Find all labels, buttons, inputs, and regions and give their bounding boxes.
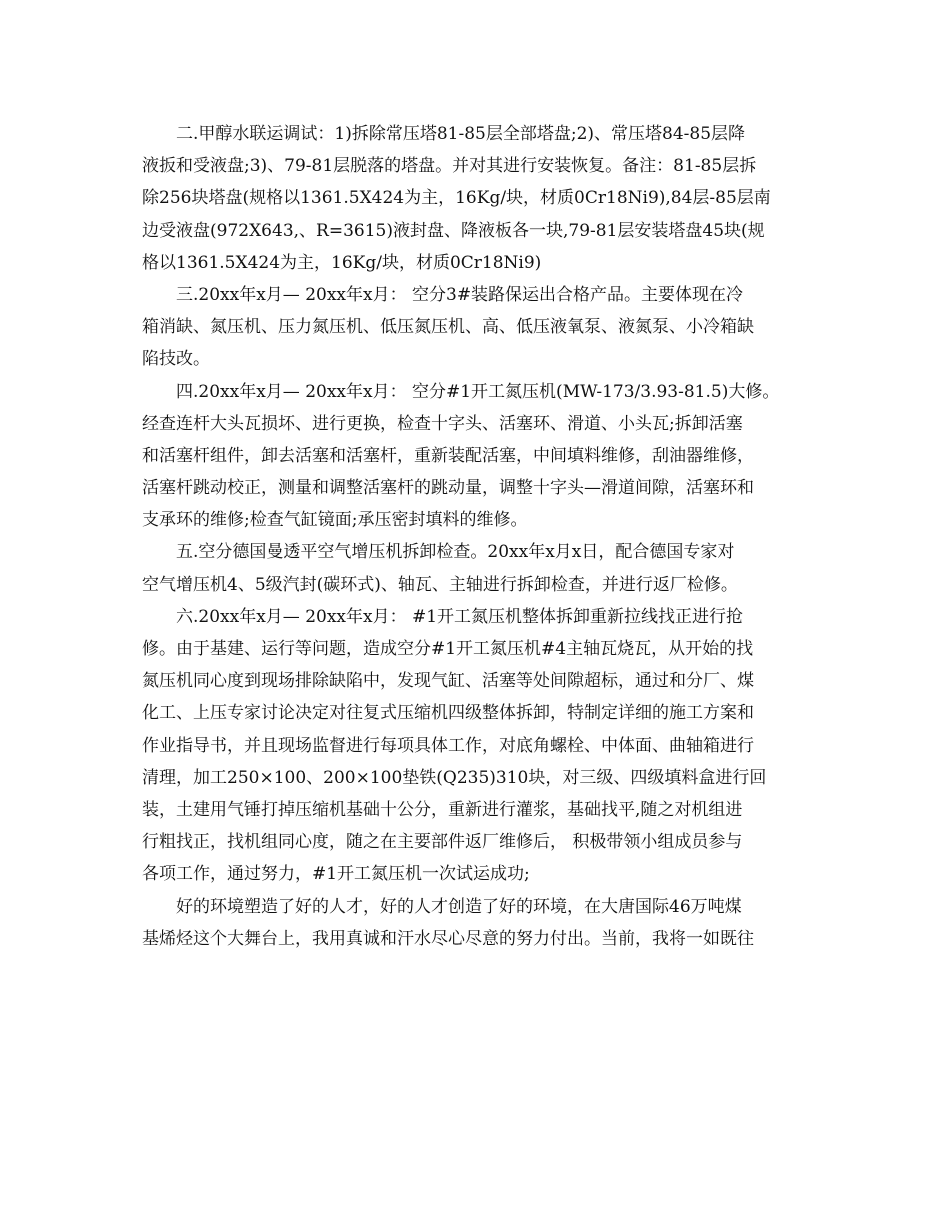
paragraph-line: 修。由于基建、运行等问题，造成空分#1开工氮压机#4主轴瓦烧瓦，从开始的找 xyxy=(142,639,754,659)
paragraph-line: 支承环的维修;检查气缸镜面;承压密封填料的维修。 xyxy=(142,510,528,531)
paragraph-line: 氮压机同心度到现场排除缺陷中，发现气缸、活塞等处间隙超标，通过和分厂、煤 xyxy=(142,671,754,692)
paragraph-line: 边受液盘(972X643,、R=3615)液封盘、降液板各一块,79-81层安装塔盘45块(规 xyxy=(142,220,765,241)
paragraph-line: 除256块塔盘(规格以1361.5X424为主，16Kg/块，材质0Cr18Ni9),84层-85层南 xyxy=(142,188,771,209)
paragraph-line: 各项工作，通过努力，#1开工氮压机一次试运成功; xyxy=(142,864,530,885)
paragraph-line: 化工、上压专家讨论决定对往复式压缩机四级整体拆卸，特制定详细的施工方案和 xyxy=(142,703,754,724)
paragraph-4-overhaul xyxy=(142,376,822,537)
paragraph-line: 箱消缺、氮压机、压力氮压机、低压氮压机、高、低压液氧泵、液氮泵、小冷箱缺 xyxy=(142,317,754,338)
paragraph-line: 作业指导书，并且现场监督进行每项具体工作，对底角螺栓、中体面、曲轴箱进行 xyxy=(142,735,754,756)
paragraph-line: 三.20xx年x月— 20xx年x月： 空分3#装路保运出合格产品。主要体现在冷 xyxy=(176,284,744,305)
paragraph-line: 经查连杆大头瓦损坏、进行更换，检查十字头、活塞环、滑道、小头瓦;拆卸活塞 xyxy=(142,413,743,434)
paragraph-line: 六.20xx年x月— 20xx年x月： #1开工氮压机整体拆卸重新拉线找正进行抢 xyxy=(176,606,744,627)
paragraph-line: 和活塞杆组件，卸去活塞和活塞杆，重新装配活塞，中间填料维修，刮油器维修， xyxy=(142,445,754,466)
paragraph-line: 五.空分德国曼透平空气增压机拆卸检查。20xx年x月x日，配合德国专家对 xyxy=(176,542,735,563)
paragraph-line: 陷技改。 xyxy=(142,349,210,370)
paragraph-line: 基烯烃这个大舞台上，我用真诚和汗水尽心尽意的努力付出。当前，我将一如既往 xyxy=(142,928,754,949)
document-body xyxy=(142,118,822,955)
paragraph-line: 格以1361.5X424为主，16Kg/块，材质0Cr18Ni9) xyxy=(142,252,542,273)
paragraph-line: 四.20xx年x月— 20xx年x月： 空分#1开工氮压机(MW-173/3.93-81.5)大修。 xyxy=(176,381,780,402)
paragraph-2-methanol xyxy=(142,118,822,279)
paragraph-line: 好的环境塑造了好的人才，好的人才创造了好的环境，在大唐国际46万吨煤 xyxy=(176,896,742,917)
paragraph-5-compressor xyxy=(142,536,822,600)
paragraph-closing xyxy=(142,891,822,955)
paragraph-line: 二.甲醇水联运调试：1)拆除常压塔81-85层全部塔盘;2)、常压塔84-85层降 xyxy=(176,124,746,144)
paragraph-3-air-separation xyxy=(142,279,822,376)
paragraph-line: 装，土建用气锤打掉压缩机基础十公分，重新进行灌浆，基础找平,随之对机组进 xyxy=(142,799,743,820)
paragraph-line: 活塞杆跳动校正，测量和调整活塞杆的跳动量，调整十字头—滑道间隙，活塞环和 xyxy=(142,478,754,499)
paragraph-line: 空气增压机4、5级汽封(碳环式)、轴瓦、主轴进行拆卸检查，并进行返厂检修。 xyxy=(142,574,738,595)
paragraph-6-repair xyxy=(142,601,822,891)
paragraph-line: 清理，加工250×100、200×100垫铁(Q235)310块，对三级、四级填料盒进行回 xyxy=(142,767,767,788)
paragraph-line: 液扳和受液盘;3)、79-81层脱落的塔盘。并对其进行安装恢复。备注：81-85层拆 xyxy=(142,156,757,177)
paragraph-line: 行粗找正，找机组同心度，随之在主要部件返厂维修后， 积极带领小组成员参与 xyxy=(142,832,743,853)
